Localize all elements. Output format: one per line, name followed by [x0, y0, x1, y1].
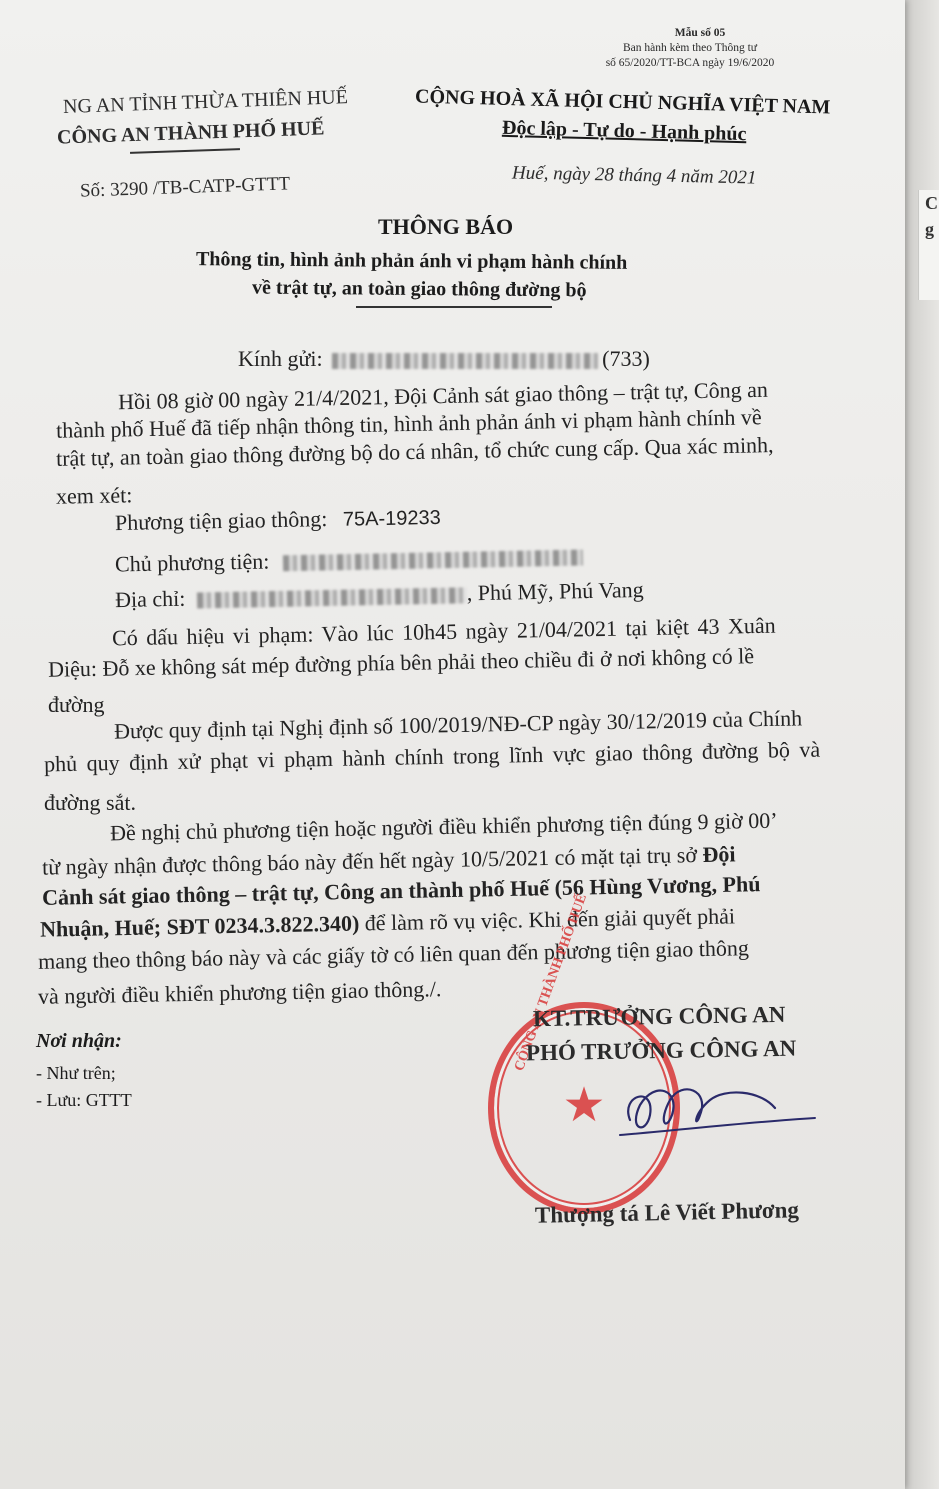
document-subtitle-2: về trật tự, an toàn giao thông đường bộ [251, 276, 587, 302]
vehicle-label: Phương tiện giao thông: [114, 506, 328, 536]
request-line: và người điều khiển phương tiện giao thông./. [37, 976, 442, 1009]
paragraph-line: xem xét: [55, 482, 133, 509]
adjacent-page-letter: g [925, 219, 934, 239]
regulation-line: phủ quy định xử phạt vi phạm hành chính trong lĩnh vực giao thông đường bộ và [43, 736, 821, 777]
place-date: Huế, ngày 28 tháng 4 năm 2021 [511, 162, 757, 189]
title-underline [356, 306, 552, 308]
star-icon: ★ [562, 1079, 606, 1133]
paragraph-line: thành phố Huế đã tiếp nhận thông tin, hình ảnh phản ánh vi phạm hành chính về [55, 404, 762, 443]
org-name: CÔNG AN THÀNH PHỐ HUẾ [56, 117, 325, 149]
signer-title-2: PHÓ TRƯỞNG CÔNG AN [525, 1035, 797, 1066]
document-subtitle-1: Thông tin, hình ảnh phản ánh vi phạm hành chính [195, 248, 628, 274]
document-number: Số: 3290 /TB-CATP-GTTT [79, 173, 291, 202]
form-issued-line1: Ban hành kèm theo Thông tư [622, 42, 758, 54]
address-label: Địa chỉ: [114, 585, 186, 613]
national-motto: Độc lập - Tự do - Hạnh phúc [501, 116, 747, 146]
paragraph-line: Hồi 08 giờ 00 ngày 21/4/2021, Đội Cảnh sát giao thông – trật tự, Công an [117, 376, 769, 415]
recipient-suffix: (733) [602, 346, 650, 371]
signer-name: Thượng tá Lê Viết Phương [534, 1197, 800, 1228]
recipients-item: - Lưu: GTTT [36, 1090, 132, 1110]
request-bold: Đội [702, 841, 736, 867]
owner-label: Chủ phương tiện: [114, 548, 270, 577]
document-title: THÔNG BÁO [378, 214, 514, 239]
handwritten-signature [600, 1060, 830, 1150]
request-line: mang theo thông báo này và các giấy tờ có liên quan đến phương tiện giao thông [37, 935, 750, 974]
redacted-owner [283, 549, 583, 571]
recipients-item: - Như trên; [36, 1063, 116, 1083]
adjacent-page-letter: C [925, 193, 938, 213]
recipient-label: Kính gửi: [238, 346, 323, 371]
paragraph-line: trật tự, an toàn giao thông đường bộ do cá nhân, tổ chức cung cấp. Qua xác minh, [55, 432, 774, 471]
redacted-recipient [332, 353, 598, 369]
request-text: để làm rõ vụ việc. Khi đến giải quyết phải [359, 903, 736, 936]
request-line-bold: Cảnh sát giao thông – trật tự, Công an thành phố Huế (56 Hùng Vương, Phú [41, 871, 761, 910]
recipients-label: Nơi nhận: [36, 1030, 122, 1052]
request-text: từ ngày nhận được thông báo này đến hết ngày 10/5/2021 có mặt tại trụ sở [41, 841, 703, 880]
seal-text: CÔNG AN THÀNH PHỐ HUẾ [512, 892, 591, 1074]
form-issued-line2: số 65/2020/TT-BCA ngày 19/6/2020 [605, 57, 775, 69]
request-line: Đề nghị chủ phương tiện hoặc người điều khiển phương tiện đúng 9 giờ 00’ [109, 807, 778, 846]
org-parent: NG AN TỈNH THỪA THIÊN HUẾ [62, 86, 349, 118]
recipient-line [238, 344, 650, 373]
violation-line: Có dấu hiệu vi phạm: Vào lúc 10h45 ngày 21/04/2021 tại kiệt 43 Xuân [111, 612, 776, 651]
request-bold: Nhuận, Huế; SĐT 0234.3.822.340) [39, 910, 360, 942]
nation-title: CỘNG HOÀ XÃ HỘI CHỦ NGHĨA VIỆT NAM [414, 85, 831, 119]
address-line [115, 575, 644, 614]
org-underline [130, 148, 240, 154]
vehicle-line [115, 502, 441, 539]
address-visible: , Phú Mỹ, Phú Vang [466, 576, 644, 606]
owner-line [115, 541, 583, 579]
vehicle-plate: 75A-19233 [342, 506, 441, 531]
violation-line: Diệu: Đỗ xe không sát mép đường phía bên phải theo chiều đi ở nơi không có lề [47, 643, 755, 682]
regulation-line: đường sắt. [44, 790, 136, 815]
form-number: Mẫu số 05 [674, 27, 726, 39]
regulation-line: Được quy định tại Nghị định số 100/2019/NĐ-CP ngày 30/12/2019 của Chính [113, 705, 803, 744]
redacted-address [197, 587, 467, 608]
violation-line: đường [48, 692, 105, 717]
adjacent-page-edge [918, 190, 939, 300]
signer-title-1: KT.TRƯỞNG CÔNG AN [532, 1001, 786, 1032]
